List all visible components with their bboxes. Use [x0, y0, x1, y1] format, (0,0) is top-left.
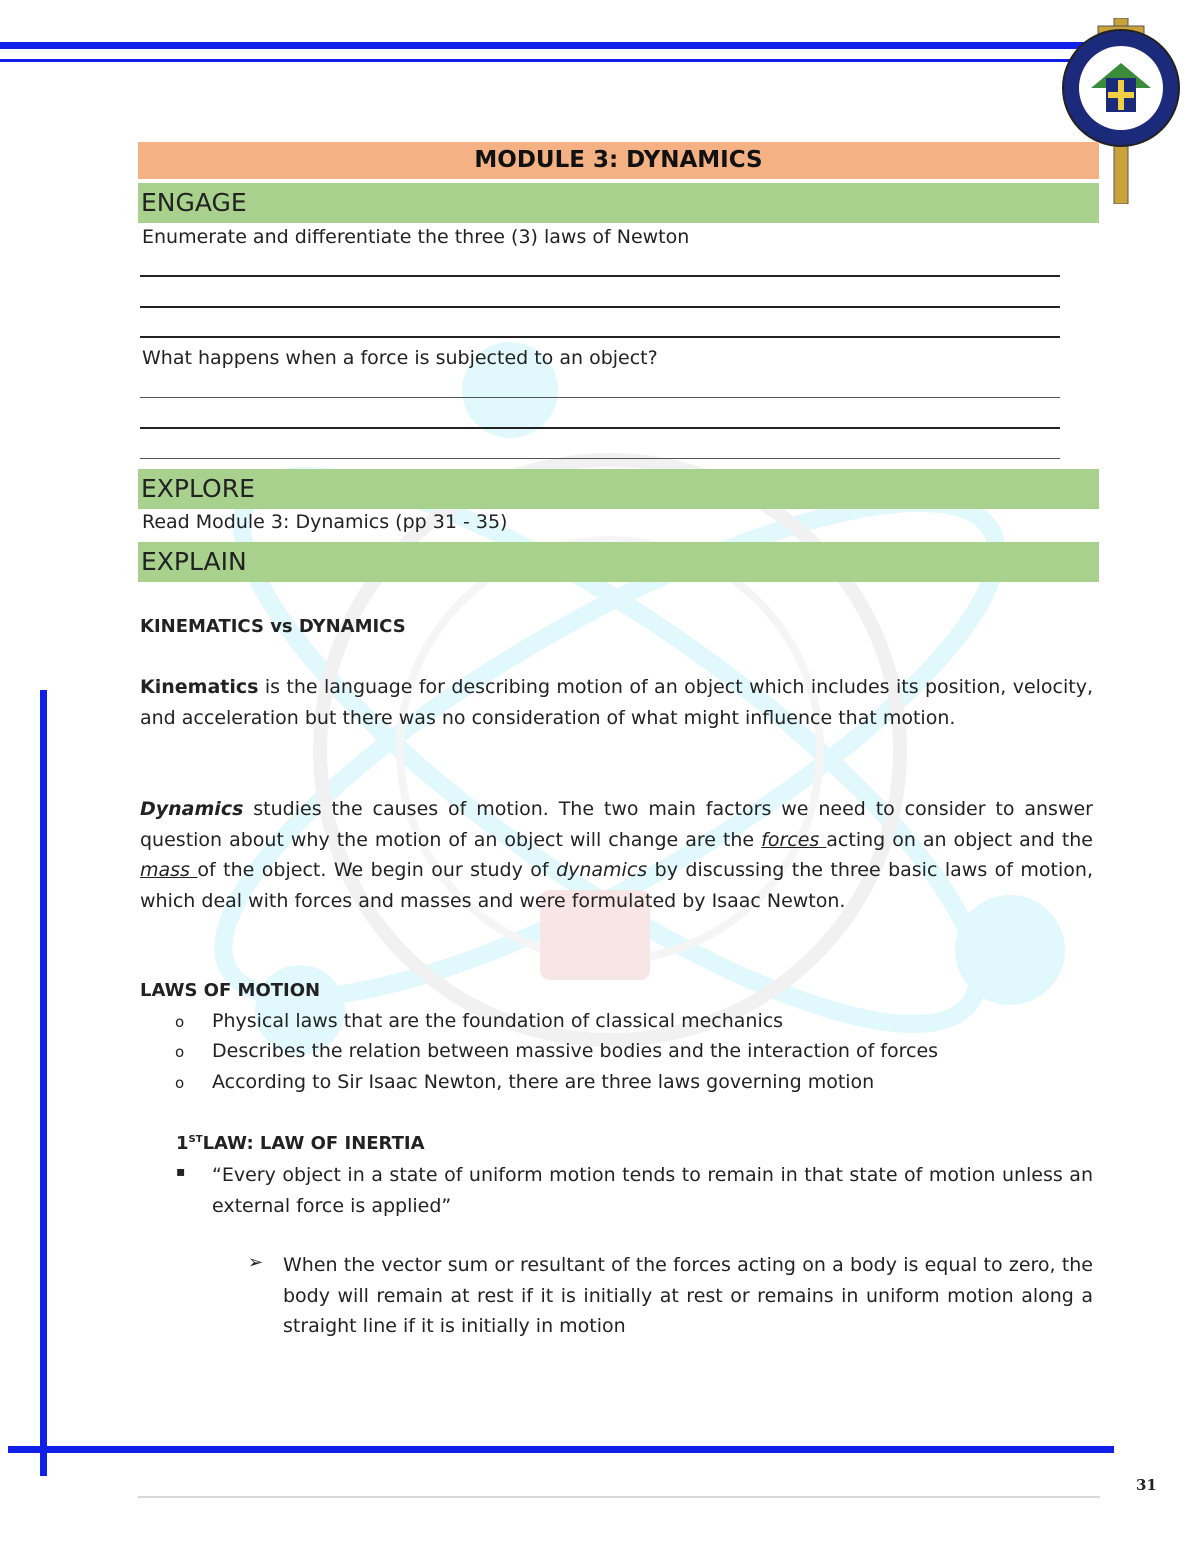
circle-bullet-icon: o [175, 1043, 185, 1061]
forces-word: forces [761, 828, 827, 851]
engage-prompt-1: Enumerate and differentiate the three (3) laws of Newton [142, 226, 690, 248]
list-item: o Physical laws that are the foundation of classical mechanics [175, 1010, 784, 1032]
footer-divider [138, 1496, 1100, 1498]
kinematics-vs-dynamics-heading: KINEMATICS vs DYNAMICS [140, 616, 406, 637]
explore-heading: EXPLORE [138, 469, 1099, 509]
answer-line[interactable] [140, 397, 1060, 398]
engage-prompt-2: What happens when a force is subjected to an object? [142, 347, 658, 369]
dynamics-text-1: studies the causes of motion. The two main factors we need to consider to answer question about why the motion of an object will change are the [140, 798, 1093, 851]
bottom-border-rule [8, 1446, 1114, 1453]
kinematics-text: is the language for describing motion of an object which includes its position, velocity, and acceleration but there was no consideration of what might influence that motion. [140, 676, 1093, 729]
dynamics-text-4: by discussing the three basic laws of motion, which deal with forces and masses and were formulated by Isaac Newton. [140, 859, 1093, 912]
list-item: o Describes the relation between massive bodies and the interaction of forces [175, 1040, 939, 1062]
arrow-bullet-icon: ➢ [248, 1252, 264, 1273]
laws-of-motion-heading: LAWS OF MOTION [140, 980, 321, 1001]
answer-line[interactable] [140, 427, 1060, 429]
dynamics-italic: dynamics [556, 859, 648, 881]
kinematics-paragraph [140, 672, 1093, 733]
page-number: 31 [1136, 1476, 1157, 1494]
left-border-rule [40, 690, 47, 1476]
answer-line[interactable] [140, 275, 1060, 277]
list-item: o According to Sir Isaac Newton, there are three laws governing motion [175, 1071, 875, 1093]
answer-line[interactable] [140, 336, 1060, 338]
engage-heading: ENGAGE [138, 183, 1099, 223]
dynamics-text-2: acting on an object and the [826, 828, 1093, 851]
first-law-heading: 1STLAW: LAW OF INERTIA [176, 1133, 425, 1154]
dynamics-term: Dynamics [140, 798, 244, 820]
dynamics-text-3: of the object. We begin our study of [197, 859, 557, 881]
circle-bullet-icon: o [175, 1013, 185, 1031]
dynamics-paragraph [140, 794, 1093, 916]
first-law-quote: “Every object in a state of uniform motion tends to remain in that state of motion unless an external force is applied” [212, 1164, 1093, 1217]
circle-bullet-icon: o [175, 1074, 185, 1092]
square-bullet-icon: ▪ [176, 1164, 186, 1180]
top-border-rule [0, 42, 1090, 49]
kinematics-term: Kinematics [140, 676, 259, 698]
top-border-rule-thin [0, 59, 1090, 62]
mass-word: mass [140, 859, 198, 881]
explore-text: Read Module 3: Dynamics (pp 31 - 35) [142, 511, 508, 533]
module-title: MODULE 3: DYNAMICS [138, 142, 1099, 179]
answer-line[interactable] [140, 458, 1060, 459]
first-law-detail: When the vector sum or resultant of the forces acting on a body is equal to zero, the body will remain at rest if it is initially at rest or remains in uniform motion along a straight line if it is initially in motion [283, 1254, 1093, 1337]
explain-heading: EXPLAIN [138, 542, 1099, 582]
answer-line[interactable] [140, 306, 1060, 308]
